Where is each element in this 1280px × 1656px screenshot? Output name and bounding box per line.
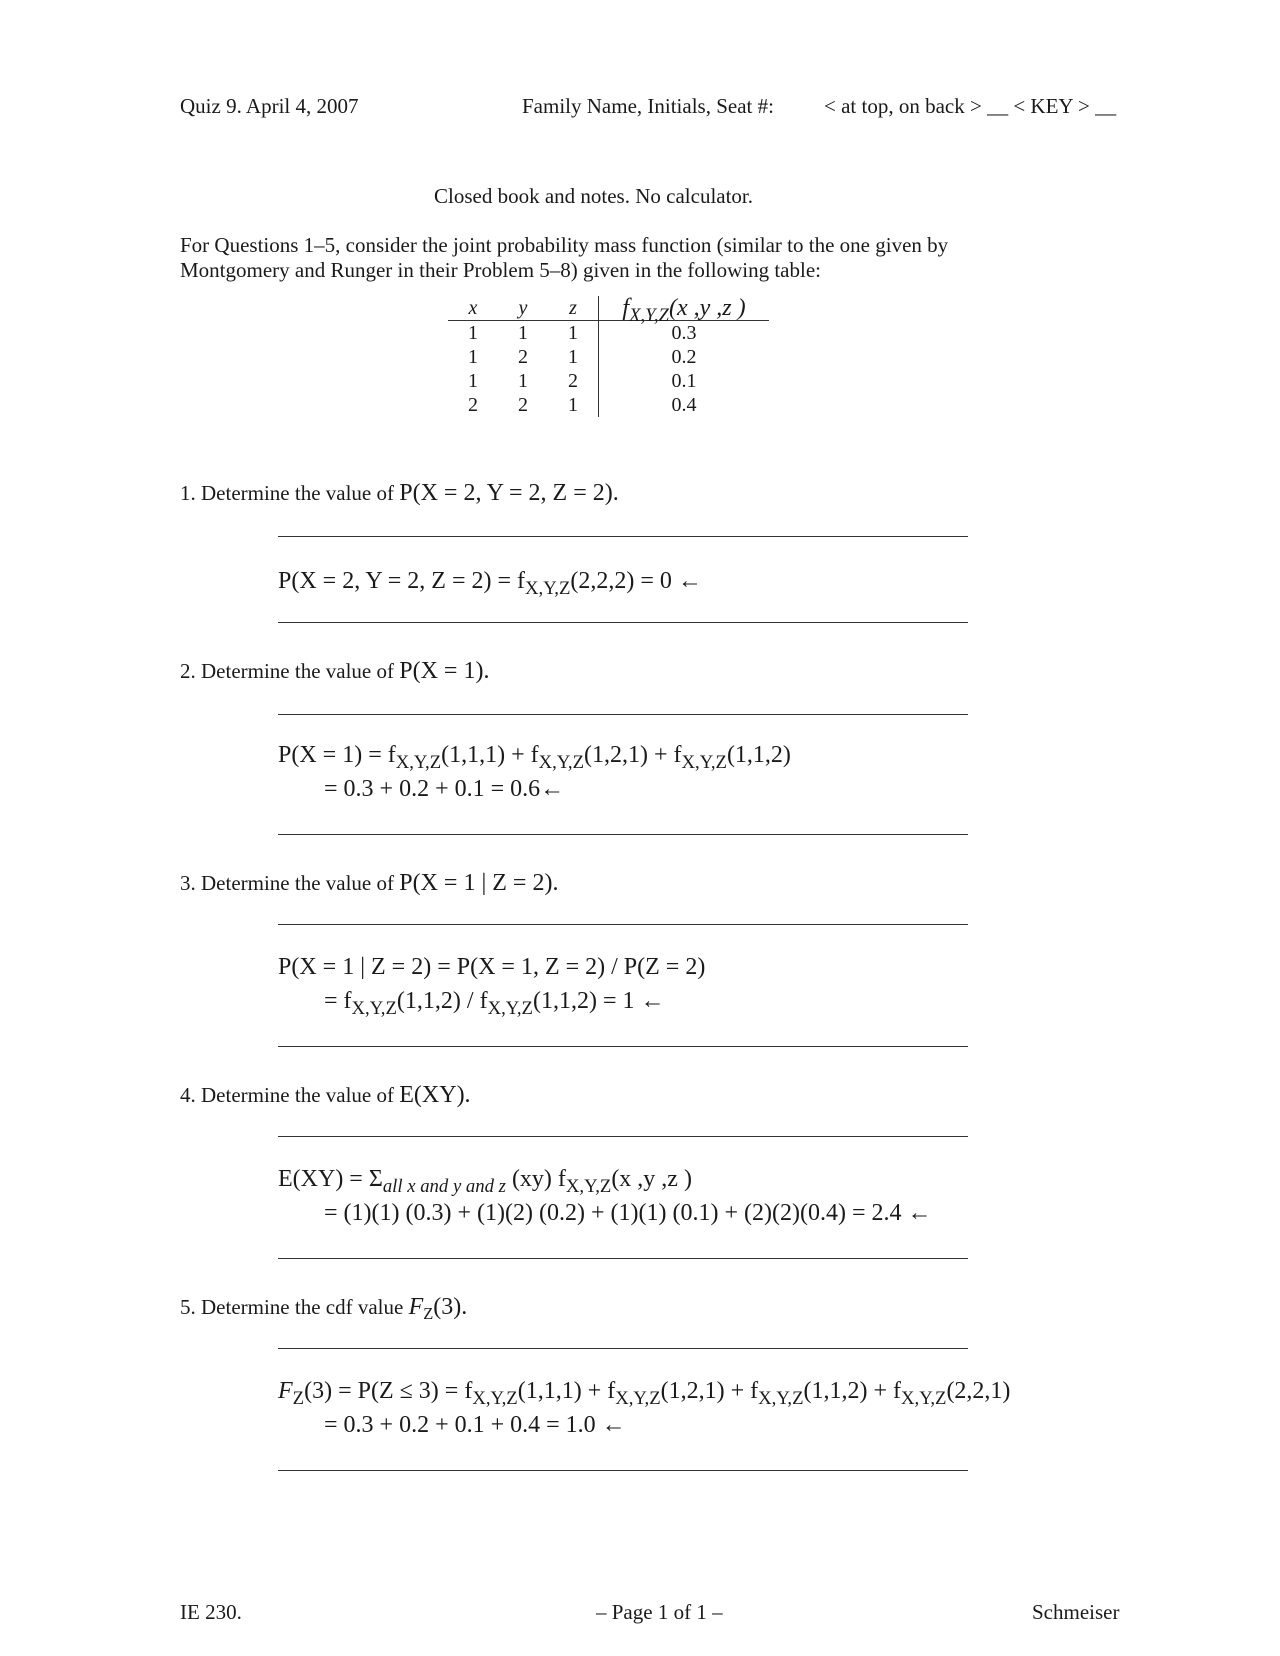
answer-2-line-1 <box>278 742 791 773</box>
answer-sub: X,Y,Z <box>395 751 442 773</box>
footer-page-number: – Page 1 of 1 – <box>596 1600 723 1624</box>
answer-rule <box>278 714 968 715</box>
table-row <box>448 369 769 393</box>
answer-5-line-1 <box>278 1378 1011 1409</box>
table-row <box>448 321 769 346</box>
answer-rule <box>278 1136 968 1137</box>
answer-text: (x ,y ,z ) <box>611 1166 692 1192</box>
question-math: F <box>408 1294 424 1320</box>
question-prompt: Determine the cdf value <box>201 1295 409 1319</box>
answer-rule <box>278 1046 968 1047</box>
answer-text: (2,2,1) <box>946 1378 1011 1404</box>
answer-rule <box>278 1470 968 1471</box>
answer-rule <box>278 1258 968 1259</box>
question-4 <box>180 1082 471 1109</box>
answer-text: (1,1,1) + f <box>517 1378 616 1404</box>
table-cell: 1 <box>518 370 528 392</box>
question-number: 5. <box>180 1295 196 1319</box>
answer-rule <box>278 1348 968 1349</box>
answer-sub: X,Y,Z <box>565 1175 612 1197</box>
question-number: 2. <box>180 659 196 683</box>
table-cell: 0.2 <box>599 345 770 369</box>
answer-sub: X,Y,Z <box>538 751 585 773</box>
question-2 <box>180 658 489 685</box>
question-1 <box>180 480 619 507</box>
answer-sub: X,Y,Z <box>615 1387 661 1409</box>
answer-text: F <box>278 1378 293 1404</box>
table-cell: 1 <box>468 322 478 344</box>
instructions: Closed book and notes. No calculator. <box>434 184 754 208</box>
question-math: E(XY). <box>399 1082 471 1108</box>
answer-1 <box>278 568 702 599</box>
answer-2-line-2: = 0.3 + 0.2 + 0.1 = 0.6← <box>324 776 565 802</box>
answer-text: (1,1,2) <box>726 742 791 768</box>
header-y: y <box>498 296 548 321</box>
question-prompt: Determine the value of <box>201 1083 400 1107</box>
answer-rule <box>278 622 968 623</box>
table-header-row <box>448 296 769 321</box>
name-label: Family Name, Initials, Seat #: <box>522 94 774 118</box>
answer-text: (2,2,2) = 0 ← <box>570 568 702 594</box>
question-3 <box>180 870 558 897</box>
answer-sub: X,Y,Z <box>487 997 533 1019</box>
header-f-sub: X,Y,Z <box>629 304 669 326</box>
header-f <box>599 295 770 326</box>
answer-sub: X,Y,Z <box>351 997 397 1019</box>
answer-rule <box>278 924 968 925</box>
table-cell: 2 <box>468 394 478 416</box>
answer-sub: X,Y,Z <box>525 577 571 599</box>
table-cell: 0.4 <box>599 393 770 417</box>
answer-sub: Z <box>292 1387 305 1409</box>
table-cell: 0.1 <box>599 369 770 393</box>
question-math: (3). <box>433 1294 468 1320</box>
answer-4-line-1 <box>278 1166 692 1197</box>
answer-text: P(X = 1) = f <box>278 742 396 768</box>
pmf-table <box>448 296 769 417</box>
header-z: z <box>548 296 599 321</box>
answer-text: = f <box>324 988 352 1014</box>
answer-rule <box>278 536 968 537</box>
answer-text: (1,2,1) + f <box>660 1378 759 1404</box>
answer-text: (1,1,2) = 1 ← <box>532 988 665 1014</box>
quiz-title: Quiz 9. April 4, 2007 <box>180 94 359 118</box>
answer-text: E(XY) = Σ <box>278 1166 383 1192</box>
intro-line-2: Montgomery and Runger in their Problem 5–8) given in the following table: <box>180 258 821 282</box>
answer-3-line-2 <box>324 988 665 1019</box>
answer-sub: X,Y,Z <box>472 1387 518 1409</box>
answer-rule <box>278 834 968 835</box>
table-cell: 1 <box>468 370 478 392</box>
question-number: 3. <box>180 871 196 895</box>
header-f-args: (x ,y ,z ) <box>668 295 746 321</box>
answer-text: (1,2,1) + f <box>584 742 682 768</box>
answer-4-line-2: = (1)(1) (0.3) + (1)(2) (0.2) + (1)(1) (0.1) + (2)(2)(0.4) = 2.4 ← <box>324 1200 932 1226</box>
question-math: P(X = 2, Y = 2, Z = 2). <box>399 480 619 506</box>
header-x: x <box>448 296 498 321</box>
table-cell: 1 <box>568 394 578 416</box>
table-cell: 2 <box>518 346 528 368</box>
question-number: 1. <box>180 481 196 505</box>
table-cell: 1 <box>518 322 528 344</box>
question-number: 4. <box>180 1083 196 1107</box>
answer-5-line-2: = 0.3 + 0.2 + 0.1 + 0.4 = 1.0 ← <box>324 1412 626 1438</box>
answer-sub: X,Y,Z <box>681 751 727 773</box>
header-f-symbol: f <box>622 295 630 321</box>
answer-sub: X,Y,Z <box>901 1387 947 1409</box>
question-math: P(X = 1). <box>399 658 490 684</box>
answer-3-line-1: P(X = 1 | Z = 2) = P(X = 1, Z = 2) / P(Z = 2) <box>278 954 706 980</box>
question-prompt: Determine the value of <box>201 659 400 683</box>
table-cell: 1 <box>468 346 478 368</box>
intro-line-1: For Questions 1–5, consider the joint probability mass function (similar to the one given by <box>180 233 949 257</box>
table-cell: 1 <box>568 346 578 368</box>
table-cell: 2 <box>518 394 528 416</box>
footer-course: IE 230. <box>180 1600 242 1624</box>
question-sub: Z <box>423 1304 434 1324</box>
answer-text: (3) = P(Z ≤ 3) = f <box>304 1378 473 1404</box>
answer-text: (xy) f <box>505 1166 566 1192</box>
question-prompt: Determine the value of <box>201 481 400 505</box>
table-cell: 2 <box>568 370 578 392</box>
footer-author: Schmeiser <box>1032 1600 1120 1624</box>
answer-sub: X,Y,Z <box>758 1387 804 1409</box>
answer-text: P(X = 2, Y = 2, Z = 2) = f <box>278 568 526 594</box>
question-5 <box>180 1294 468 1324</box>
table-row <box>448 345 769 369</box>
answer-text: (1,1,2) + f <box>803 1378 902 1404</box>
table-cell: 1 <box>568 322 578 344</box>
answer-text: (1,1,2) / f <box>396 988 488 1014</box>
answer-text: (1,1,1) + f <box>441 742 539 768</box>
table-row <box>448 393 769 417</box>
table-cell: 0.3 <box>599 321 770 346</box>
question-math: P(X = 1 | Z = 2). <box>399 870 559 896</box>
question-prompt: Determine the value of <box>201 871 400 895</box>
answer-sub: all x and y and z <box>382 1175 506 1197</box>
name-value: < at top, on back > __ < KEY > __ <box>824 94 1117 118</box>
